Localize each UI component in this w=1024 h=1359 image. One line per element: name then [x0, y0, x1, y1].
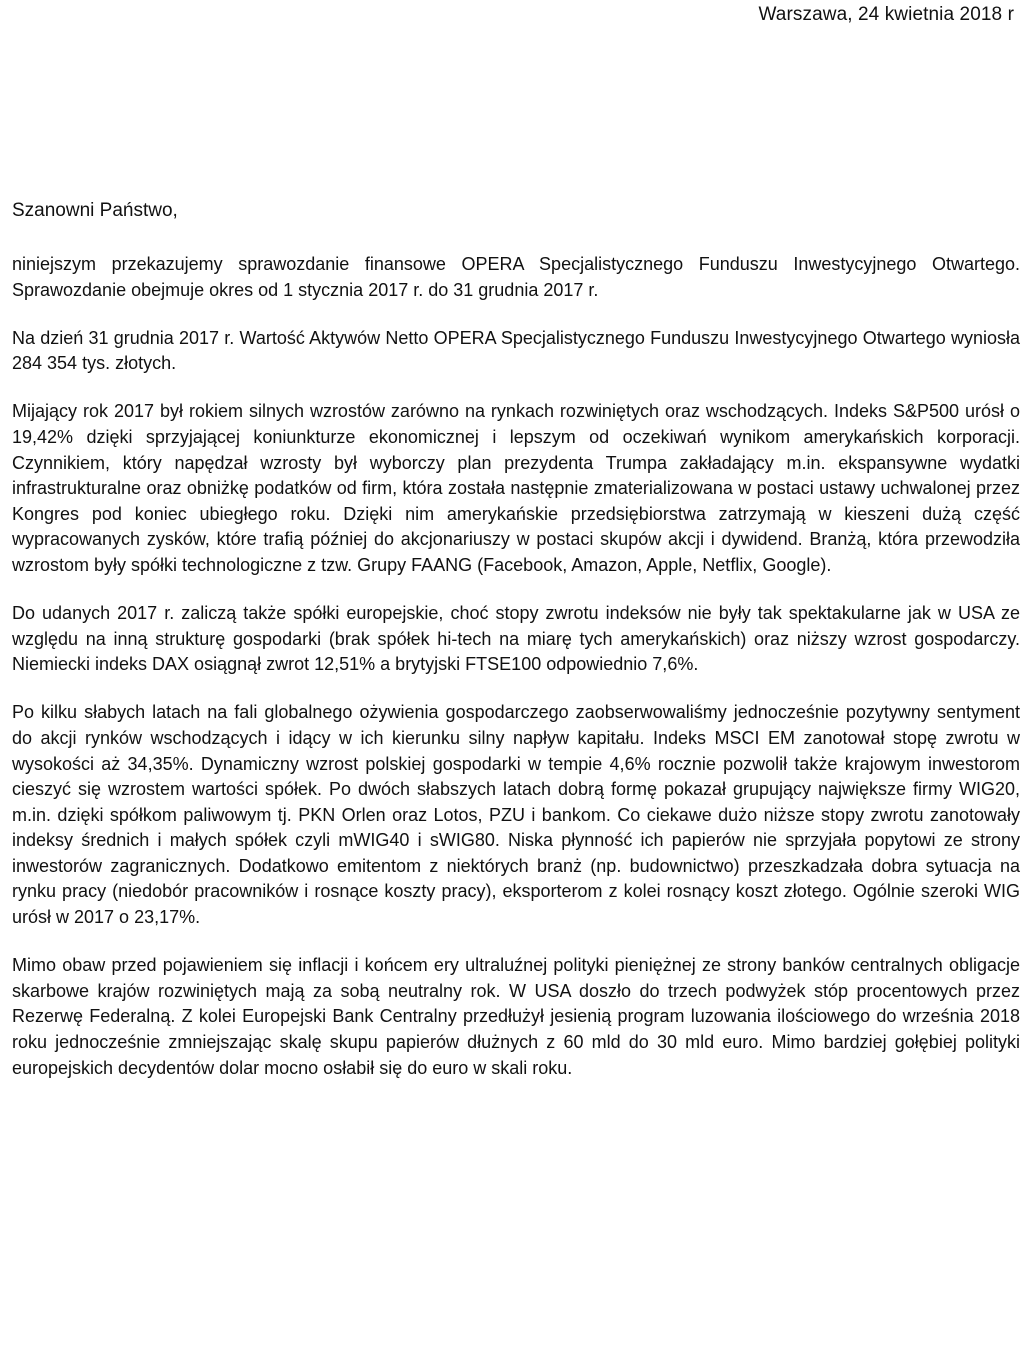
paragraph-european-markets: Do udanych 2017 r. zaliczą także spółki europejskie, choć stopy zwrotu indeksów nie były tak spektakularne jak w USA ze względu na inną strukturę gospodarki (brak spółek hi-tech na miarę tych amerykańskich) oraz niższy wzrost gospodarczy. Niemiecki indeks DAX osiągnął zwrot 12,51% a brytyjski FTSE100 odpowiednio 7,6%.	[12, 603, 1020, 675]
letter-salutation: Szanowni Państwo,	[12, 200, 178, 221]
letter-body	[12, 252, 1020, 1081]
paragraph-bonds-currencies: Mimo obaw przed pojawieniem się inflacji i końcem ery ultraluźnej polityki pieniężnej ze strony banków centralnych obligacje skarbowe krajów rozwiniętych mają za sobą neutralny rok. W USA doszło do trzech podwyżek stóp procentowych przez Rezerwę Federalną. Z kolei Europejski Bank Centralny przedłużył jesienią program luzowania ilościowego do września 2018 roku jednocześnie zmniejszając skalę skupu papierów dłużnych z 60 mld do 30 mld euro. Mimo bardziej gołębiej polityki europejskich decydentów dolar mocno osłabił się do euro w skali roku.	[12, 955, 1020, 1078]
paragraph-us-markets: Mijający rok 2017 był rokiem silnych wzrostów zarówno na rynkach rozwiniętych oraz wschodzących. Indeks S&P500 urósł o 19,42% dzięki sprzyjającej koniunkturze ekonomicznej i lepszym od oczekiwań wynikom amerykańskich korporacji. Czynnikiem, który napędzał wzrosty był wyborczy plan prezydenta Trumpa zakładający m.in. ekspansywne wydatki infrastrukturalne oraz obniżkę podatków od firm, która została następnie zmaterializowana w postaci ustawy uchwalonej przez Kongres pod koniec ubiegłego roku. Dzięki nim amerykańskie przedsiębiorstwa zatrzymają w kieszeni dużą część wypracowanych zysków, które trafią później do akcjonariuszy w postaci skupów akcji i dywidend. Branżą, która przewodziła wzrostom były spółki technologiczne z tzw. Grupy FAANG (Facebook, Amazon, Apple, Netflix, Google).	[12, 401, 1020, 575]
paragraph-emerging-polish-markets: Po kilku słabych latach na fali globalnego ożywienia gospodarczego zaobserwowaliśmy jednocześnie pozytywny sentyment do akcji rynków wschodzących i idący w ich kierunku silny napływ kapitału. Indeks MSCI EM zanotował stopę zwrotu w wysokości aż 34,35%. Dynamiczny wzrost polskiej gospodarki w tempie 4,6% rocznie pozwolił także krajowym inwestorom cieszyć się wzrostem wartości spółek. Po dwóch słabszych latach dobrą formę pokazał grupujący największe firmy WIG20, m.in. dzięki spółkom paliwowym tj. PKN Orlen oraz Lotos, PZU i bankom. Co ciekawe dużo niższe stopy zwrotu zanotowały indeksy średnich i małych spółek czyli mWIG40 i sWIG80. Niska płynność ich papierów nie sprzyjała popytowi ze strony inwestorów zagranicznych. Dodatkowo emitentom z niektórych branż (np. budownictwo) przeszkadzała dobra sytuacja na rynku pracy (niedobór pracowników i rosnące koszty pracy), eksporterom z kolei rosnący koszt złotego. Ogólnie szeroki WIG urósł w 2017 o 23,17%.	[12, 702, 1020, 928]
paragraph-intro: niniejszym przekazujemy sprawozdanie finansowe OPERA Specjalistycznego Funduszu Inwestycyjnego Otwartego. Sprawozdanie obejmuje okres od 1 stycznia 2017 r. do 31 grudnia 2017 r.	[12, 254, 1020, 300]
paragraph-net-assets: Na dzień 31 grudnia 2017 r. Wartość Aktywów Netto OPERA Specjalistycznego Funduszu Inwestycyjnego Otwartego wyniosła 284 354 tys. złotych.	[12, 327, 1020, 374]
letter-date: Warszawa, 24 kwietnia 2018 r	[758, 4, 1014, 25]
